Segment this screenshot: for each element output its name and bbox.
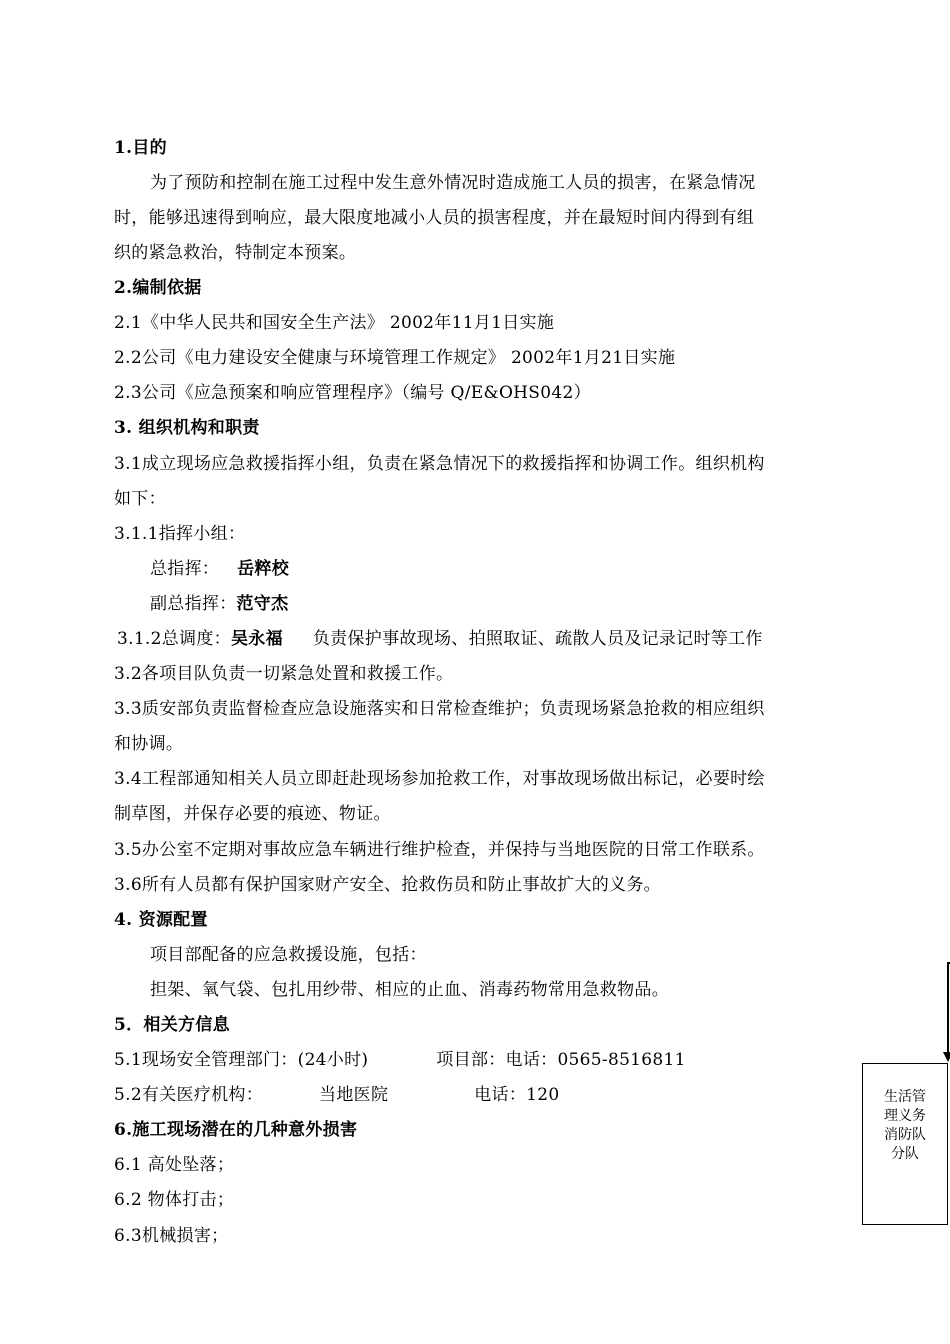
chief-name: 岳粹校 <box>237 559 290 579</box>
deputy-name: 范守杰 <box>236 594 289 614</box>
basis-item-2-3: 2.3公司《应急预案和响应管理程序》（编号 Q/E&OHS042） <box>114 383 591 403</box>
duty-item-3-3: 3.3质安部负责监督检查应急设施落实和日常检查维护；负责现场紧急抢救的相应组织 <box>114 699 765 719</box>
deputy-label: 副总指挥： <box>150 594 237 614</box>
section-4-heading: 4. 资源配置 <box>114 910 208 930</box>
resource-list: 担架、氧气袋、包扎用纱带、相应的止血、消毒药物常用急救物品。 <box>150 980 669 1000</box>
org-chart-box-fire-team <box>862 1063 948 1225</box>
hazard-item-6-1: 6.1 高处坠落； <box>114 1155 235 1175</box>
duty-item-3-1-cont: 如下： <box>114 489 166 509</box>
medical-org: 当地医院 <box>319 1085 389 1105</box>
duty-item-3-1-1: 3.1.1指挥小组： <box>114 524 246 544</box>
section-1-paragraph-line: 时，能够迅速得到响应，最大限度地减小人员的损害程度，并在最短时间内得到有组 <box>114 208 755 228</box>
section-5-heading: 5．相关方信息 <box>114 1015 230 1035</box>
section-1-paragraph-line: 为了预防和控制在施工过程中发生意外情况时造成施工人员的损害，在紧急情况 <box>150 173 756 193</box>
duty-item-3-4-cont: 制草图，并保存必要的痕迹、物证。 <box>114 804 391 824</box>
medical-label: 5.2有关医疗机构： <box>114 1085 264 1105</box>
dispatcher-duty: 负责保护事故现场、拍照取证、疏散人员及记录记时等工作 <box>312 629 763 649</box>
basis-item-2-2: 2.2公司《电力建设安全健康与环境管理工作规定》 2002年1月21日实施 <box>114 348 676 368</box>
box-label-line: 分队 <box>891 1146 919 1162</box>
duty-item-3-2: 3.2各项目队负责一切紧急处置和救援工作。 <box>114 664 454 684</box>
duty-item-3-6: 3.6所有人员都有保护国家财产安全、抢救伤员和防止事故扩大的义务。 <box>114 875 661 895</box>
section-6-heading: 6.施工现场潜在的几种意外损害 <box>114 1120 358 1140</box>
deputy-commander-row <box>150 592 288 616</box>
section-2-heading: 2.编制依据 <box>114 278 202 298</box>
dispatcher-name: 吴永福 <box>230 629 283 649</box>
duty-item-3-4: 3.4工程部通知相关人员立即赶赴现场参加抢救工作，对事故现场做出标记，必要时绘 <box>114 769 765 789</box>
section-1-heading: 1.目的 <box>114 138 167 158</box>
hazard-item-6-2: 6.2 物体打击； <box>114 1190 235 1210</box>
section-3-heading: 3. 组织机构和职责 <box>114 418 260 438</box>
medical-phone: 电话：120 <box>474 1085 560 1105</box>
org-chart-box-label <box>863 1088 947 1164</box>
duty-item-3-1: 3.1成立现场应急救援指挥小组，负责在紧急情况下的救援指挥和协调工作。组织机构 <box>114 454 765 474</box>
org-chart-connector-vertical <box>947 962 949 1054</box>
dispatcher-label: 3.1.2总调度： <box>117 629 231 649</box>
project-dept-phone: 项目部：电话：0565-8516811 <box>436 1050 686 1070</box>
basis-item-2-1: 2.1《中华人民共和国安全生产法》 2002年11月1日实施 <box>114 313 555 333</box>
safety-dept-label: 5.1现场安全管理部门：(24小时) <box>114 1050 369 1070</box>
box-label-line: 生活管 <box>884 1089 926 1105</box>
box-label-line: 理义务 <box>884 1108 926 1124</box>
contact-item-5-1 <box>114 1048 686 1072</box>
chief-commander-row <box>150 557 289 581</box>
dispatcher-row <box>117 627 763 651</box>
contact-item-5-2 <box>114 1083 560 1107</box>
hazard-item-6-3: 6.3机械损害； <box>114 1226 229 1246</box>
arrow-down-icon <box>943 1052 950 1062</box>
section-1-paragraph-line: 织的紧急救治，特制定本预案。 <box>114 243 357 263</box>
duty-item-3-5: 3.5办公室不定期对事故应急车辆进行维护检查，并保持与当地医院的日常工作联系。 <box>114 840 765 860</box>
chief-label: 总指挥： <box>150 559 220 579</box>
box-label-line: 消防队 <box>884 1127 926 1143</box>
resource-paragraph: 项目部配备的应急救援设施，包括： <box>150 945 427 965</box>
duty-item-3-3-cont: 和协调。 <box>114 734 184 754</box>
